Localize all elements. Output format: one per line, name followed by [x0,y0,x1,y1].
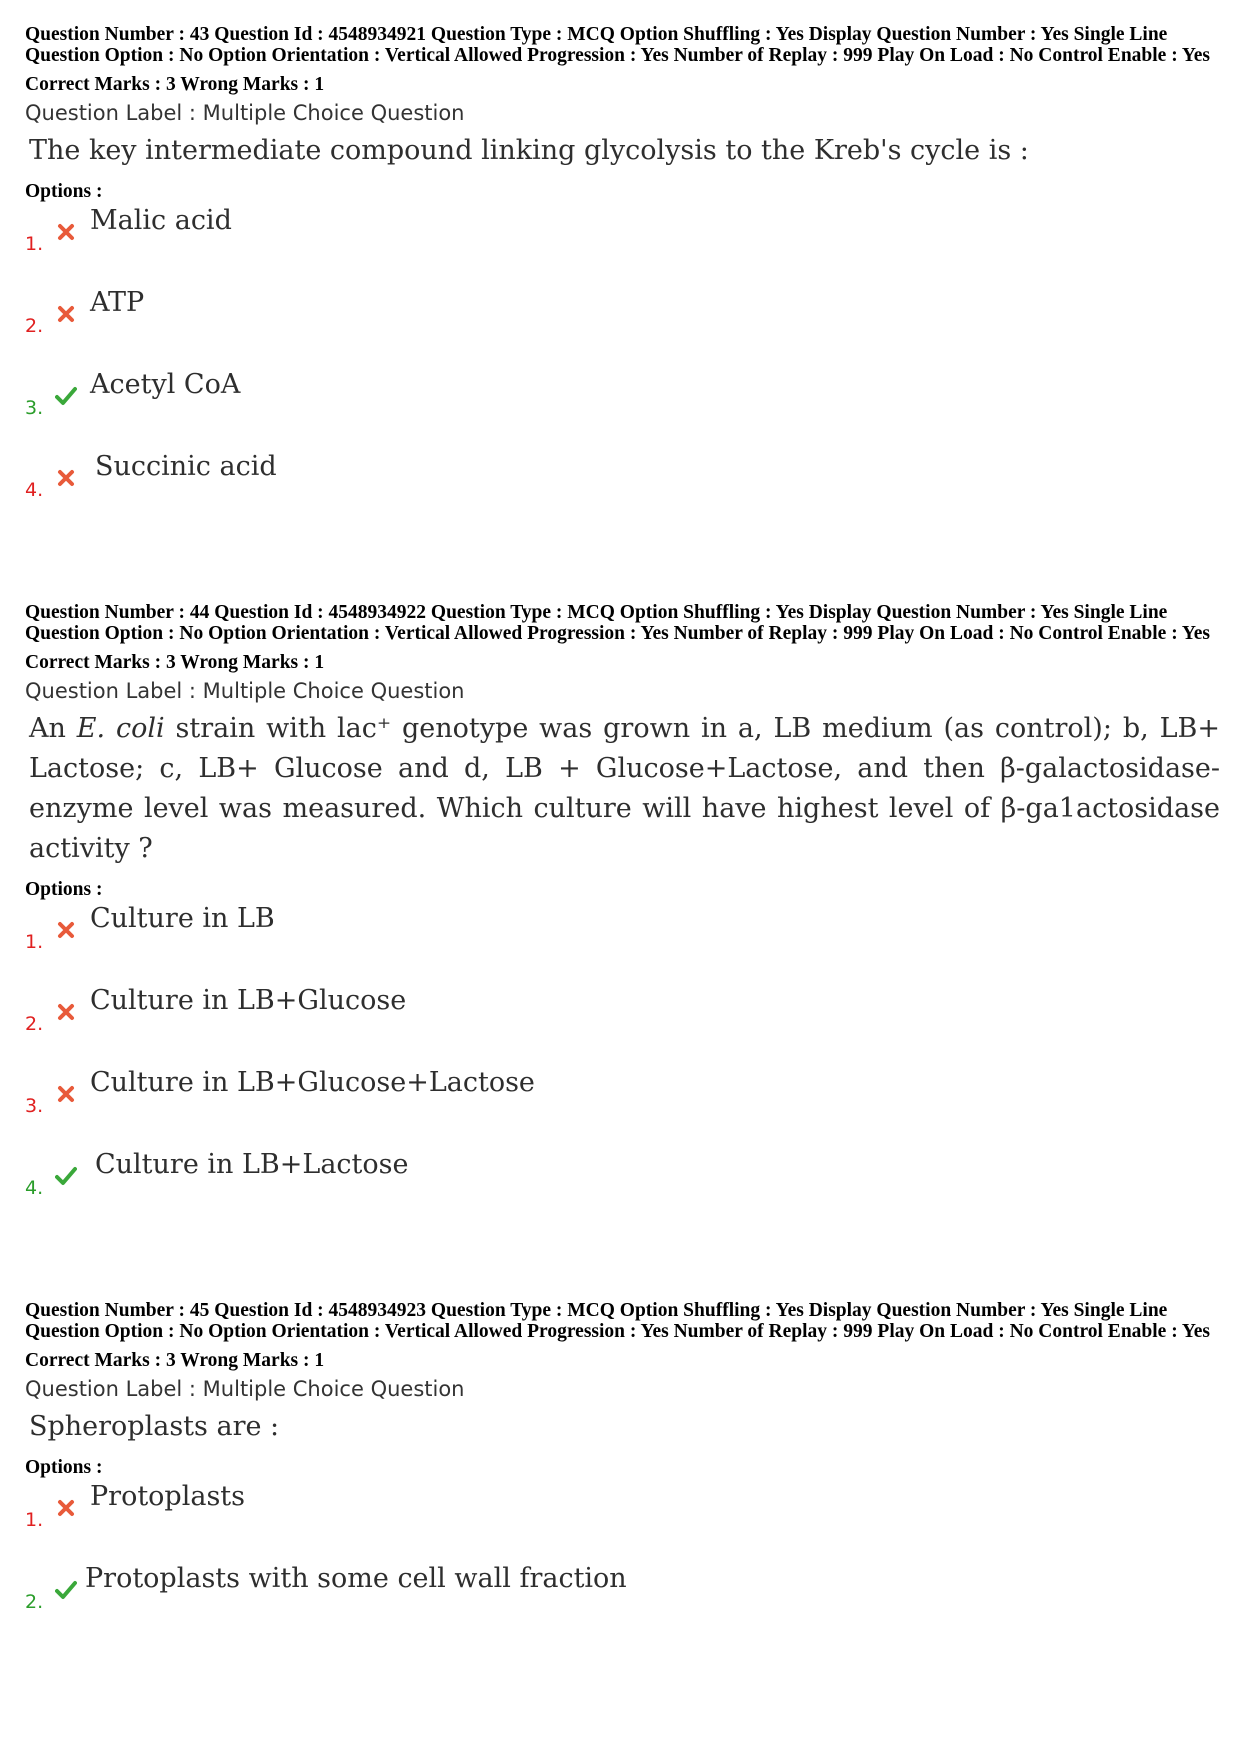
option-1[interactable] [25,203,1220,285]
question-marks: Correct Marks : 3 Wrong Marks : 1 [25,652,325,673]
option-text: Acetyl CoA [90,369,241,400]
question-44 [25,602,1220,1229]
option-text: Protoplasts [90,1481,246,1512]
question-marks: Correct Marks : 3 Wrong Marks : 1 [25,74,325,95]
check-icon [55,385,77,407]
question-text: The key intermediate compound linking glycolysis to the Kreb's cycle is : [29,135,1029,166]
option-2[interactable] [25,285,1220,367]
option-3[interactable] [25,367,1220,449]
options-heading: Options : [25,1457,103,1478]
option-text: Succinic acid [95,451,277,482]
option-text: Malic acid [90,205,232,236]
option-text: ATP [90,287,145,318]
question-label: Question Label : Multiple Choice Question [25,1377,465,1401]
cross-icon [55,221,77,243]
question-text: Spheroplasts are : [29,1411,280,1442]
option-text: Culture in LB [90,903,275,934]
option-2[interactable] [25,983,1220,1065]
cross-icon [55,1083,77,1105]
option-3[interactable] [25,1065,1220,1147]
option-text: Culture in LB+Glucose+Lactose [90,1067,535,1098]
options-heading: Options : [25,879,103,900]
cross-icon [55,919,77,941]
option-4[interactable] [25,1147,1220,1229]
option-number: 2. [25,1013,44,1035]
option-text: Culture in LB+Lactose [95,1149,409,1180]
option-text: Culture in LB+Glucose [90,985,407,1016]
question-text [25,709,1220,869]
option-number: 1. [25,1509,44,1531]
question-meta: Question Number : 43 Question Id : 4548934921 Question Type : MCQ Option Shuffling : Yes Display Question Number : Yes Single Line Question Option : No Option Orientation : Vertical Allowed Progression : Yes Number of Replay : 999 Play On Load : No Control Enable : Yes [25,24,1211,66]
cross-icon [55,303,77,325]
option-number: 1. [25,931,44,953]
question-text-italic: E. coli [76,713,165,744]
option-number: 4. [25,1177,44,1199]
option-number: 3. [25,1095,44,1117]
question-marks: Correct Marks : 3 Wrong Marks : 1 [25,1350,325,1371]
cross-icon [55,467,77,489]
option-number: 3. [25,397,44,419]
option-2[interactable] [25,1561,1220,1643]
question-meta: Question Number : 45 Question Id : 4548934923 Question Type : MCQ Option Shuffling : Yes Display Question Number : Yes Single Line Question Option : No Option Orientation : Vertical Allowed Progression : Yes Number of Replay : 999 Play On Load : No Control Enable : Yes [25,1300,1211,1342]
option-1[interactable] [25,1479,1220,1561]
option-number: 4. [25,479,44,501]
option-text: Protoplasts with some cell wall fraction [85,1563,627,1594]
question-43 [25,24,1220,531]
question-text-part: strain with lac⁺ genotype was grown in a, LB medium (as control); b, LB+ Lactose; c, LB+ Glucose and d, LB + Glucose+Lactose, and then β-galactosidase-enzyme level was measured. Which culture will have highest level of β-ga1actosidase activity ? [29,713,1220,864]
options-heading: Options : [25,181,103,202]
check-icon [55,1579,77,1601]
check-icon [55,1165,77,1187]
question-label: Question Label : Multiple Choice Question [25,679,465,703]
question-45 [25,1300,1220,1643]
cross-icon [55,1497,77,1519]
option-number: 1. [25,233,44,255]
question-text-part: An [29,713,77,744]
option-4[interactable] [25,449,1220,531]
cross-icon [55,1001,77,1023]
question-meta: Question Number : 44 Question Id : 4548934922 Question Type : MCQ Option Shuffling : Yes Display Question Number : Yes Single Line Question Option : No Option Orientation : Vertical Allowed Progression : Yes Number of Replay : 999 Play On Load : No Control Enable : Yes [25,602,1211,644]
option-number: 2. [25,315,44,337]
option-number: 2. [25,1591,44,1613]
option-1[interactable] [25,901,1220,983]
question-label: Question Label : Multiple Choice Question [25,101,465,125]
